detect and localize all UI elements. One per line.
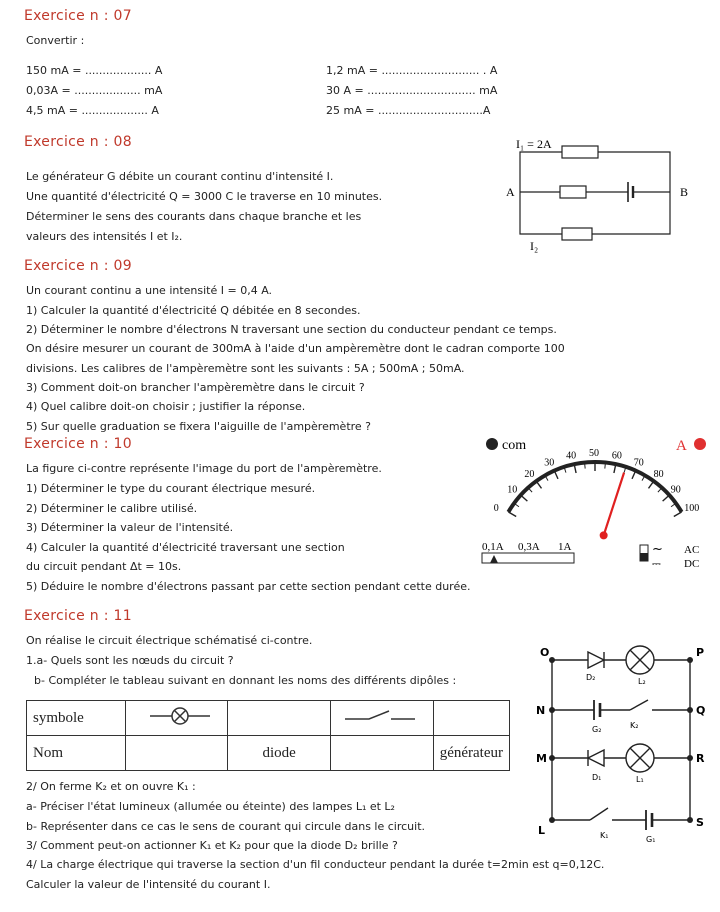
node-o: O (540, 646, 550, 659)
node-s: S (696, 816, 704, 829)
tick-label-20: 20 (524, 469, 535, 481)
ex08-resistor-3 (562, 228, 592, 240)
node-l: L (538, 824, 546, 837)
ex08-i2-label: I₂ (530, 239, 539, 253)
ac-symbol: ~ (652, 542, 663, 557)
tick-label-70: 70 (633, 457, 644, 469)
ex10-line-4: 3) Déterminer la valeur de l'intensité. (26, 521, 234, 534)
ex09-line-3: 2) Déterminer le nombre d'électrons N traversant une section du conducteur pendant ce temps. (26, 323, 557, 336)
scale-tick (585, 463, 586, 469)
node-q: Q (696, 704, 706, 717)
ex09-line-7: 4) Quel calibre doit-on choisir ; justifier la réponse. (26, 400, 306, 413)
ex09-line-4: On désire mesurer un courant de 300mA à l'aide d'un ampèremètre dont le cadran comporte 100 (26, 342, 565, 355)
ex07-line-3: 4,5 mA = ................... A (26, 104, 159, 117)
ex08-line-2: Une quantité d'électricité Q = 3000 C le traverse en 10 minutes. (26, 190, 383, 203)
node-m: M (536, 752, 547, 765)
label-g2: G₂ (592, 725, 602, 734)
a-terminal (694, 438, 706, 450)
tick-label-60: 60 (611, 450, 622, 462)
ex07-line-6: 25 mA = ..............................A (326, 104, 491, 117)
ex09-line-5: divisions. Les calibres de l'ampèremètre sont les suivants : 5A ; 500mA ; 50mA. (26, 362, 465, 375)
table-cell-empty-2 (433, 701, 509, 736)
tick-label-90: 90 (670, 484, 681, 496)
tick-label-0: 0 (493, 503, 499, 514)
label-k2: K₂ (630, 721, 639, 730)
ex09-line-2: 1) Calculer la quantité d'électricité Q débitée en 8 secondes. (26, 304, 361, 317)
node-n: N (536, 704, 546, 717)
table-row-nom (27, 736, 510, 771)
tick-label-40: 40 (566, 450, 577, 462)
tick-label-30: 30 (544, 457, 555, 469)
table-head-nom: Nom (27, 736, 126, 771)
ex10-line-7: 5) Déduire le nombre d'électrons passant par cette section pendant cette durée. (26, 580, 471, 593)
ex07-intro: Convertir : (26, 34, 85, 47)
dc-symbol: ⎓ (652, 557, 661, 570)
ex11-line-9: Calculer la valeur de l'intensité du courant I. (26, 878, 271, 891)
ex08-i1-label: I₁ = 2A (516, 137, 552, 151)
ex08-resistor-2 (560, 186, 586, 198)
ex07-line-5: 30 A = ............................... mA (326, 84, 498, 97)
calibre-label-3: 1A (558, 541, 572, 553)
node-r: R (696, 752, 705, 765)
table-name-1[interactable] (125, 736, 228, 771)
ex11-line-5: a- Préciser l'état lumineux (allumée ou éteinte) des lampes L₁ et L₂ (26, 800, 395, 813)
node-p: P (696, 646, 705, 659)
com-terminal (486, 438, 498, 450)
needle-pivot (600, 531, 608, 539)
table-name-4[interactable]: générateur (433, 736, 509, 771)
label-g1: G₁ (646, 835, 656, 844)
ex11-line-4: 2/ On ferme K₂ et on ouvre K₁ : (26, 780, 196, 793)
ex09-title: Exercice n : 09 (24, 258, 132, 274)
com-label: com (502, 438, 527, 453)
ex07-line-4: 1,2 mA = ............................ . A (326, 64, 498, 77)
ex10-line-5: 4) Calculer la quantité d'électricité traversant une section (26, 541, 345, 554)
ex09-line-8: 5) Sur quelle graduation se fixera l'aiguille de l'ampèremètre ? (26, 420, 372, 433)
ex08-resistor-1 (562, 146, 598, 158)
ex11-circuit (530, 640, 710, 860)
table-row-symbole (27, 701, 510, 736)
ex11-line-6: b- Représenter dans ce cas le sens de courant qui circule dans le circuit. (26, 820, 426, 833)
ex08-node-a: A (506, 185, 515, 199)
label-l2: L₂ (638, 677, 646, 686)
ex11-line-7: 3/ Comment peut-on actionner K₁ et K₂ pour que la diode D₂ brille ? (26, 839, 398, 852)
ex10-line-1: La figure ci-contre représente l'image du port de l'ampèremètre. (26, 462, 382, 475)
ex08-line-3: Déterminer le sens des courants dans chaque branche et les (26, 210, 362, 223)
ex10-line-6: du circuit pendant Δt = 10s. (26, 560, 182, 573)
label-d1: D₁ (592, 773, 602, 782)
tick-label-50: 50 (589, 448, 599, 459)
table-cell-lamp-symbol (125, 701, 228, 736)
ex10-title: Exercice n : 10 (24, 436, 132, 452)
ex08-node-b: B (680, 185, 689, 199)
ex09-line-1: Un courant continu a une intensité I = 0,4 A. (26, 284, 273, 297)
a-terminal-label: A (676, 438, 687, 454)
ex11-title: Exercice n : 11 (24, 608, 132, 624)
ex11-line-1: On réalise le circuit électrique schématisé ci-contre. (26, 634, 313, 647)
tick-label-10: 10 (507, 484, 518, 496)
ex07-line-1: 150 mA = ................... A (26, 64, 163, 77)
table-name-3[interactable] (330, 736, 433, 771)
dipole-table (26, 700, 510, 771)
ex09-line-6: 3) Comment doit-on brancher l'ampèremètre dans le circuit ? (26, 381, 365, 394)
calibre-label-2: 0,3A (518, 541, 540, 553)
ex11-line-3: b- Compléter le tableau suivant en donnant les noms des différents dipôles : (34, 674, 457, 687)
table-name-2[interactable]: diode (228, 736, 330, 771)
ex10-line-2: 1) Déterminer le type du courant électrique mesuré. (26, 482, 316, 495)
table-cell-empty-1 (228, 701, 330, 736)
dc-label: DC (684, 558, 700, 570)
ex11-line-2: 1.a- Quels sont les nœuds du circuit ? (26, 654, 234, 667)
label-l1: L₁ (636, 775, 644, 784)
ex08-title: Exercice n : 08 (24, 134, 132, 150)
ex08-line-1: Le générateur G débite un courant continu d'intensité I. (26, 170, 334, 183)
label-d2: D₂ (586, 673, 596, 682)
table-head-symbole: symbole (27, 701, 126, 736)
tick-label-80: 80 (653, 469, 664, 481)
ex10-line-3: 2) Déterminer le calibre utilisé. (26, 502, 198, 515)
ex11-line-8: 4/ La charge électrique qui traverse la section d'un fil conducteur pendant la durée t=2min est q=0,12C. (26, 858, 605, 871)
ex08-circuit (500, 134, 700, 264)
ex08-line-4: valeurs des intensités I et I₂. (26, 230, 183, 243)
ex07-title: Exercice n : 07 (24, 8, 132, 24)
scale-tick (605, 463, 606, 469)
label-k1: K₁ (600, 831, 609, 840)
ex07-line-2: 0,03A = ................... mA (26, 84, 163, 97)
ammeter-dial (480, 432, 710, 570)
table-cell-switch-symbol (330, 701, 433, 736)
tick-label-100: 100 (684, 503, 700, 514)
calibre-label-1: 0,1A (482, 541, 504, 553)
ac-label: AC (684, 544, 700, 556)
